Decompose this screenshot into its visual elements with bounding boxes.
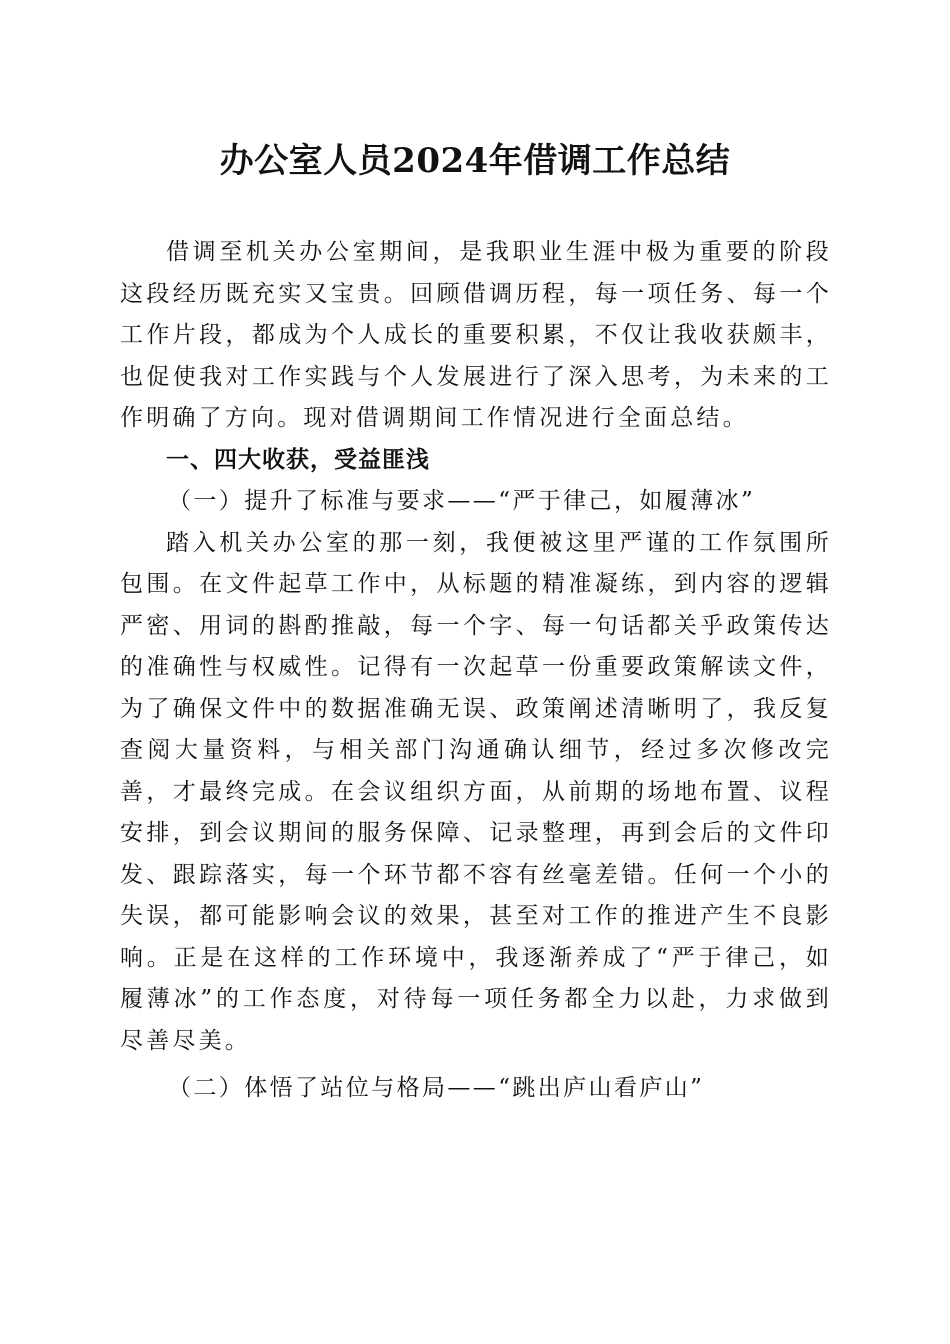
intro-paragraph: 借调至机关办公室期间，是我职业生涯中极为重要的阶段这段经历既充实又宝贵。回顾借调历程，每一项任务、每一个工作片段，都成为个人成长的重要积累，不仅让我收获颇丰，也促使我对工作实践与个人发展进行了深入思考，为未来的工作明确了方向。现对借调期间工作情况进行全面总结。 [120,239,832,431]
section-heading-1: 一、四大收获，受益匪浅 [166,446,430,473]
subsection-1-paragraph: 踏入机关办公室的那一刻，我便被这里严谨的工作氛围所包围。在文件起草工作中，从标题的精准凝练，到内容的逻辑严密、用词的斟酌推敲，每一个字、每一句话都关乎政策传达的准确性与权威性。记得有一次起草一份重要政策解读文件，为了确保文件中的数据准确无误、政策阐述清晰明了，我反复查阅大量资料，与相关部门沟通确认细节，经过多次修改完善，才最终完成。在会议组织方面，从前期的场地布置、议程安排，到会议期间的服务保障、记录整理，再到会后的文件印发、跟踪落实，每一个环节都不容有丝毫差错。任何一个小的失误，都可能影响会议的效果，甚至对工作的推进产生不良影响。正是在这样的工作环境中，我逐渐养成了“严于律己，如履薄冰”的工作态度，对待每一项任务都全力以赴，力求做到尽善尽美。 [120,529,832,1054]
document-body [120,232,832,1110]
document-title: 办公室人员2024年借调工作总结 [219,141,731,181]
subsection-heading-1: （一）提升了标准与要求——“严于律己，如履薄冰” [168,488,756,514]
subsection-heading-2: （二）体悟了站位与格局——“跳出庐山看庐山” [168,1075,705,1101]
